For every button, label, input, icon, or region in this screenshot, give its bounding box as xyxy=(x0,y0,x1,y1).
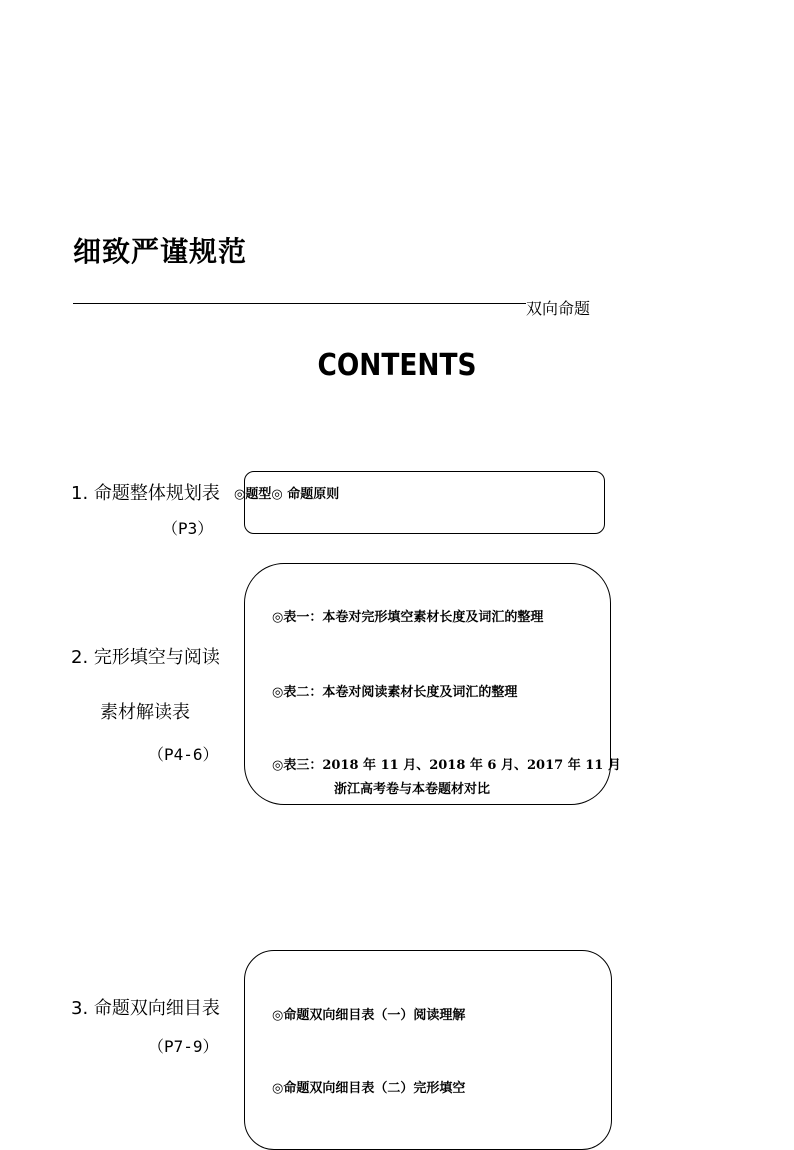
section-3-item-2: ◎命题双向细目表（二）完形填空 xyxy=(272,1081,466,1096)
page-heading: 细致严谨规范 xyxy=(73,235,248,268)
section-3-item-1: ◎命题双向细目表（一）阅读理解 xyxy=(272,1008,466,1023)
section-2-item-1: ◎表一：本卷对完形填空素材长度及词汇的整理 xyxy=(272,610,544,625)
section-3-box xyxy=(244,950,612,1150)
section-3-title: 3. 命题双向细目表 xyxy=(71,998,220,1019)
heading-rule xyxy=(73,303,526,304)
section-1-bullets: ◎题型◎ 命题原则 xyxy=(234,487,340,502)
section-1-title: 1. 命题整体规划表 xyxy=(71,483,220,504)
section-1-box xyxy=(244,471,605,534)
section-2-title-line1: 2. 完形填空与阅读 xyxy=(71,647,220,668)
section-2-box xyxy=(244,563,621,805)
section-2-item-3-cont: 浙江高考卷与本卷题材对比 xyxy=(334,782,491,797)
section-1-page: （P3） xyxy=(162,519,214,538)
section-2-item-2: ◎表二：本卷对阅读素材长度及词汇的整理 xyxy=(272,685,518,700)
heading-subtitle: 双向命题 xyxy=(526,299,591,318)
section-2-title-line2: 素材解读表 xyxy=(100,702,190,723)
contents-title: CONTENTS xyxy=(317,348,477,383)
section-2-page: （P4-6） xyxy=(148,745,219,764)
section-2-item-3: ◎表三：2018 年 11 月、2018 年 6 月、2017 年 11 月 xyxy=(272,758,621,773)
section-3-page: （P7-9） xyxy=(148,1037,219,1056)
